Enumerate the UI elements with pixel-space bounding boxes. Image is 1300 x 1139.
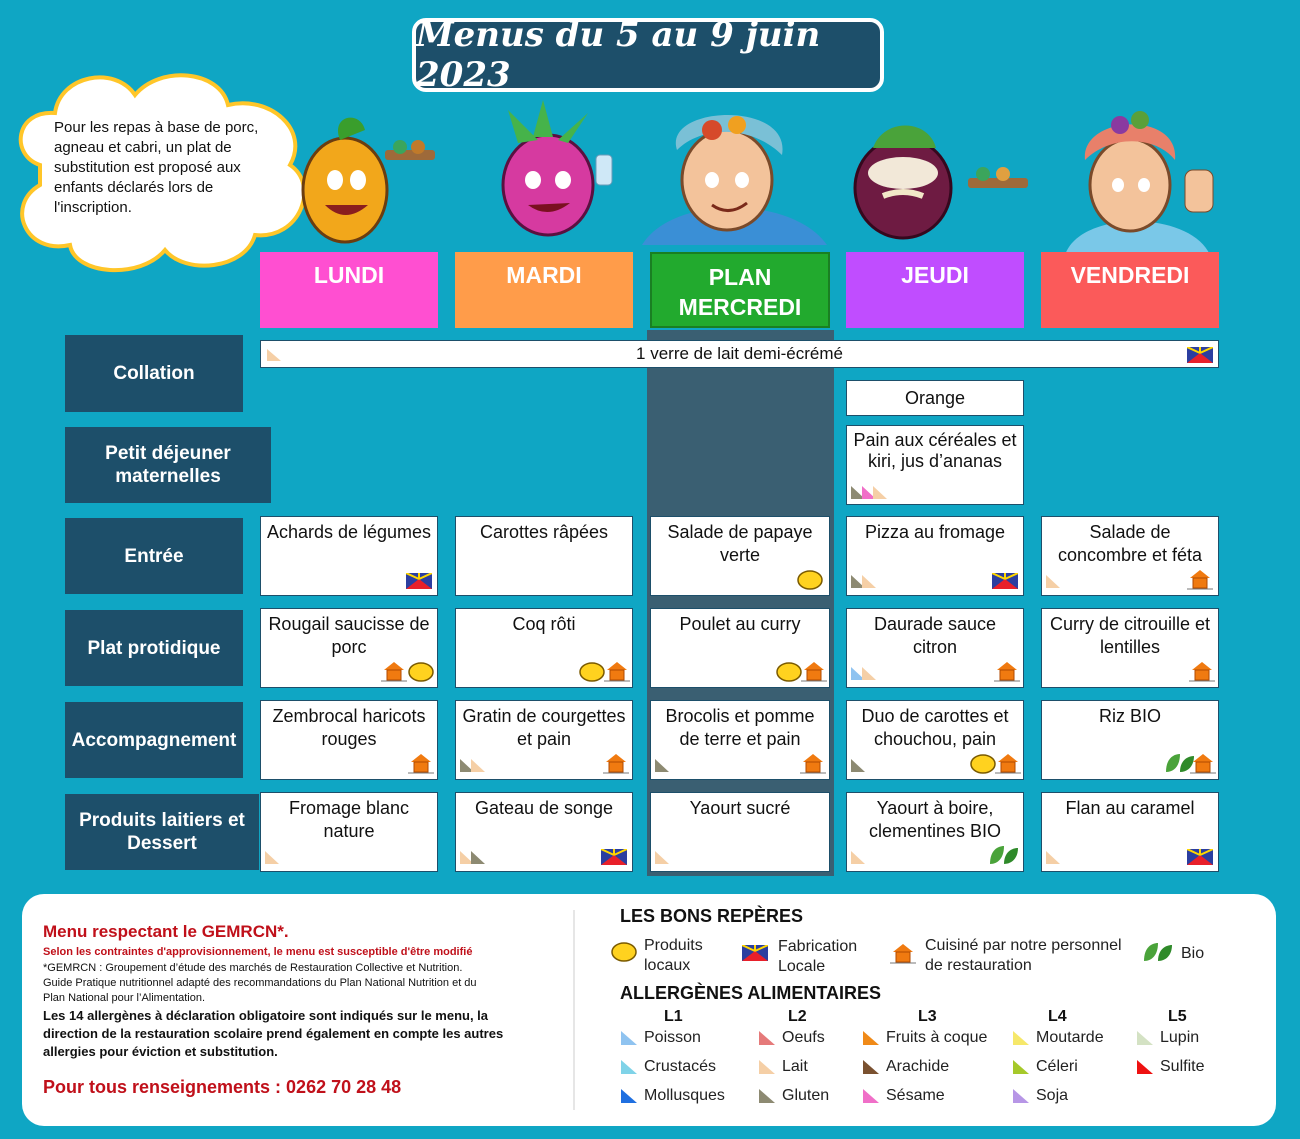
house-icon (1189, 660, 1215, 682)
jeudi-petit-dej-cell (846, 425, 1024, 505)
mango-mascot (290, 95, 450, 255)
menu-cell-plat-1 (455, 608, 633, 688)
allergen-triangle-icon (620, 1059, 638, 1075)
jeudi-petit-dej-text: Pain aux céréales et kiri, jus d’ananas (853, 430, 1017, 471)
allergen-label: Crustacés (644, 1058, 717, 1075)
reunion-flag-icon (992, 573, 1018, 589)
menu-cell-entree-2 (650, 516, 830, 596)
menu-cell-dessert-4 (1041, 792, 1219, 872)
menu-item-text: Brocolis et pomme de terre et pain (665, 706, 815, 749)
house-icon (603, 752, 629, 774)
leaf-icon (988, 844, 1020, 866)
allergen-icons (850, 484, 890, 500)
row-label-petit-dejeuner: Petit déjeuner maternelles (65, 427, 271, 503)
menu-cell-entree-0 (260, 516, 438, 596)
allergen-triangle-icon (1136, 1030, 1154, 1046)
lemon-icon (969, 753, 997, 775)
menu-item-text: Salade de papaye verte (667, 522, 813, 565)
allergen-group-head: L3 (918, 1008, 937, 1025)
allergen-icons (1045, 573, 1085, 589)
allergen-triangle-icon (758, 1088, 776, 1104)
allergen-triangle-icon (620, 1030, 638, 1046)
allergen-label: Lait (782, 1058, 808, 1075)
menu-item-text: Daurade sauce citron (873, 614, 997, 657)
menu-cell-accomp-2 (650, 700, 830, 780)
menu-item-text: Yaourt sucré (689, 798, 791, 818)
allergen-triangle-icon (758, 1059, 776, 1075)
allergen-triangle-icon (1012, 1088, 1030, 1104)
allergen-label: Gluten (782, 1087, 830, 1104)
allergen-group-head: L5 (1168, 1008, 1187, 1025)
gemrcn-def-1: *GEMRCN : Groupement d’étude des marchés de Restauration Collective et Nutrition. (43, 962, 463, 974)
house-icon (408, 752, 434, 774)
menu-cell-plat-0 (260, 608, 438, 688)
allergen-icons (459, 849, 499, 865)
lemon-icon (796, 569, 824, 591)
house-icon (800, 752, 826, 774)
allergen-icons (459, 757, 499, 773)
allergenes-title: ALLERGÈNES ALIMENTAIRES (620, 983, 882, 1003)
day-header-mercredi: PLAN MERCREDI (650, 252, 830, 328)
menu-cell-dessert-2 (650, 792, 830, 872)
lemon-icon (775, 661, 803, 683)
menu-cell-plat-3 (846, 608, 1024, 688)
allergen-triangle-icon (1012, 1059, 1030, 1075)
row-label-entree: Entrée (65, 518, 243, 594)
menu-item-text: Curry de citrouille et lentilles (1049, 614, 1211, 657)
allergen-icons (850, 573, 890, 589)
repere-fabrication-locale: Fabrication Locale (778, 938, 858, 975)
menu-cell-accomp-0 (260, 700, 438, 780)
reunion-flag-icon (406, 573, 432, 589)
menu-item-text: Carottes râpées (479, 522, 609, 542)
gemrcn-note: Selon les contraintes d'approvisionnement, le menu est susceptible d'être modifié (43, 946, 473, 958)
house-icon (995, 752, 1021, 774)
reunion-flag-icon (1187, 347, 1213, 363)
repere-bio: Bio (1181, 945, 1205, 962)
menu-item-text: Flan au caramel (1065, 798, 1195, 818)
allergen-group-head: L2 (788, 1008, 807, 1025)
menu-item-text: Coq rôti (512, 614, 576, 634)
house-icon (381, 660, 407, 682)
allergen-icons (654, 757, 694, 773)
menu-cell-accomp-4 (1041, 700, 1219, 780)
reunion-flag-icon (742, 945, 768, 961)
menu-item-text: Zembrocal haricots rouges (272, 706, 426, 749)
dragonfruit-mascot (478, 95, 628, 255)
menu-cell-dessert-3 (846, 792, 1024, 872)
day-header-jeudi: JEUDI (846, 252, 1024, 328)
house-icon (801, 660, 827, 682)
day-header-mardi: MARDI (455, 252, 633, 328)
allergen-triangle-icon (862, 1059, 880, 1075)
menu-item-text: Salade de concombre et féta (1057, 522, 1203, 565)
wednesday-character-mascot (632, 95, 832, 255)
allergen-icons (850, 757, 890, 773)
collation-cell (260, 340, 1219, 368)
jeudi-collation-cell (846, 380, 1024, 416)
allergen-triangle-icon (1012, 1030, 1030, 1046)
lemon-icon (610, 940, 638, 964)
allergen-label: Arachide (886, 1058, 950, 1075)
allergen-icons (850, 849, 890, 865)
contact-line: Pour tous renseignements : 0262 70 28 48 (43, 1077, 402, 1097)
menu-cell-accomp-1 (455, 700, 633, 780)
day-header-lundi: LUNDI (260, 252, 438, 328)
allergen-label: Fruits à coque (886, 1029, 988, 1046)
page-title: Menus du 5 au 9 juin 2023 (416, 15, 821, 95)
gemrcn-def-3: Plan National pour l’Alimentation. (43, 992, 206, 1004)
allergen-icons (264, 849, 304, 865)
legend-divider (573, 910, 575, 1110)
repere-produits-locaux: Produits locaux (644, 937, 703, 974)
row-label-accompagnement: Accompagnement (65, 702, 243, 778)
gemrcn-def-2: Guide Pratique nutritionnel adapté des recommandations du Plan National Nutrition et du (43, 977, 477, 989)
allergen-icons (654, 849, 694, 865)
menu-item-text: Achards de légumes (266, 522, 432, 542)
day-header-vendredi: VENDREDI (1041, 252, 1219, 328)
allergen-icons (850, 665, 890, 681)
menu-item-text: Gateau de songe (474, 798, 614, 818)
allergen-triangle-icon (758, 1030, 776, 1046)
house-icon (890, 942, 916, 964)
menu-cell-entree-3 (846, 516, 1024, 596)
collation-text: 1 verre de lait demi-écrémé (636, 344, 843, 363)
allergen-triangle-icon (862, 1088, 880, 1104)
reunion-flag-icon (1187, 849, 1213, 865)
menu-cell-dessert-1 (455, 792, 633, 872)
menu-item-text: Fromage blanc nature (288, 798, 410, 841)
house-icon (1187, 568, 1213, 590)
menu-item-text: Riz BIO (1098, 706, 1161, 726)
allergen-label: Poisson (644, 1029, 701, 1046)
menu-item-text: Poulet au curry (679, 614, 801, 634)
allergen-label: Céleri (1036, 1058, 1078, 1075)
reunion-flag-icon (601, 849, 627, 865)
menu-item-text: Yaourt à boire, clementines BIO (868, 798, 1002, 841)
menu-cell-dessert-0 (260, 792, 438, 872)
row-label-collation: Collation (65, 335, 243, 412)
allergen-group-head: L4 (1048, 1008, 1067, 1025)
allergen-group-head: L1 (664, 1008, 683, 1025)
menu-cell-entree-1 (455, 516, 633, 596)
allergen-note: Les 14 allergènes à déclaration obligatoire sont indiqués sur le menu, la direction de la restauration scolaire prend également en compte les autres allergies pour éviction et substitution. (43, 1008, 504, 1059)
menu-item-text: Duo de carottes et chouchou, pain (861, 706, 1009, 749)
allergen-label: Mollusques (644, 1087, 725, 1104)
vendredi-character-mascot (1060, 100, 1230, 255)
row-label-dessert: Produits laitiers et Dessert (65, 794, 259, 870)
leaf-icon (1142, 941, 1174, 963)
allergen-label: Oeufs (782, 1029, 825, 1046)
allergen-label: Sésame (886, 1087, 945, 1104)
house-icon (994, 660, 1020, 682)
title-banner (412, 15, 884, 95)
allergen-label: Soja (1036, 1087, 1069, 1104)
menu-cell-entree-4 (1041, 516, 1219, 596)
allergen-triangle-icon (862, 1030, 880, 1046)
menu-cell-accomp-3 (846, 700, 1024, 780)
lemon-icon (578, 661, 606, 683)
menu-cell-plat-4 (1041, 608, 1219, 688)
menu-item-text: Pizza au fromage (864, 522, 1006, 542)
menu-cell-plat-2 (650, 608, 830, 688)
allergen-triangle-icon (620, 1088, 638, 1104)
allergen-label: Lupin (1160, 1029, 1200, 1046)
bons-reperes-title: LES BONS REPÈRES (620, 906, 804, 926)
house-icon (604, 660, 630, 682)
menu-item-text: Gratin de courgettes et pain (462, 706, 626, 749)
repere-cuisine: Cuisiné par notre personnel de restauration (925, 937, 1122, 974)
row-label-plat: Plat protidique (65, 610, 243, 686)
jeudi-collation-text: Orange (904, 388, 966, 408)
allergen-triangle-icon (1136, 1059, 1154, 1075)
menu-item-text: Rougail saucisse de porc (268, 614, 430, 657)
lemon-icon (407, 661, 435, 683)
allergen-label: Moutarde (1036, 1029, 1104, 1046)
allergen-icons (1045, 849, 1085, 865)
allergen-label: Sulfite (1160, 1058, 1205, 1075)
mangosteen-mascot (848, 108, 1038, 253)
house-icon (1190, 752, 1216, 774)
gemrcn-title: Menu respectant le GEMRCN*. (43, 922, 289, 941)
lait-allergen-icon (266, 348, 282, 362)
cloud-note: Pour les repas à base de porc, agneau et cabri, un plat de substitution est proposé aux enfants déclarés lors de l'inscription. (54, 119, 259, 216)
